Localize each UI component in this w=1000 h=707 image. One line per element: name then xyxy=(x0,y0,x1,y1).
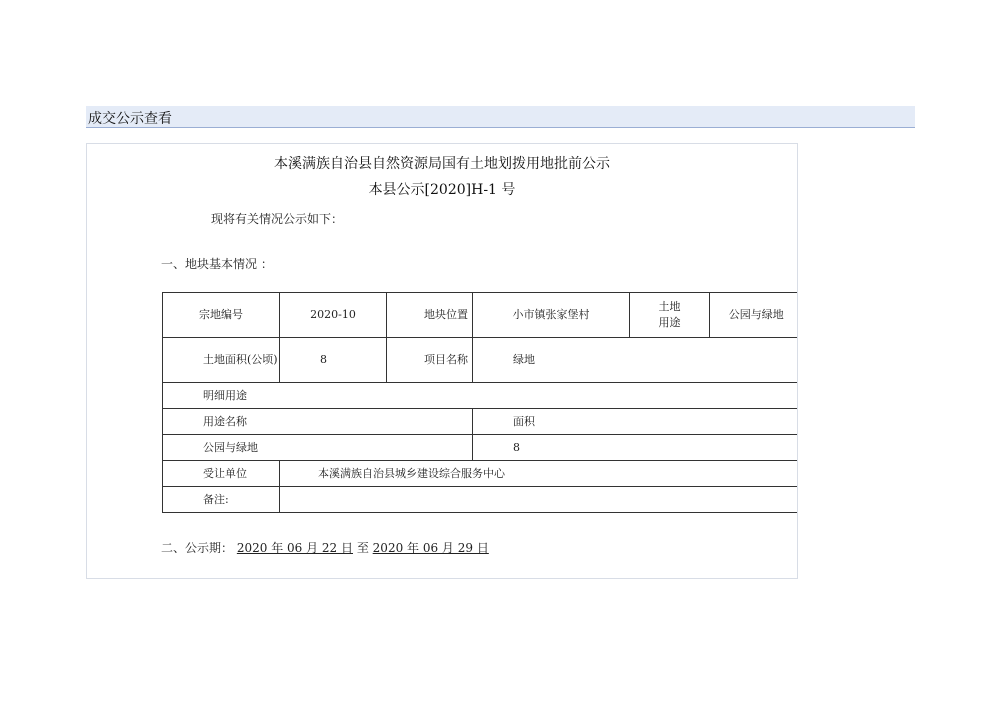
assignee-label: 受让单位 xyxy=(163,461,280,487)
period-to: 至 xyxy=(356,541,369,555)
use-name-value: 公园与绿地 xyxy=(163,435,473,461)
remark-label: 备注: xyxy=(163,487,280,513)
parcel-no-value: 2020-10 xyxy=(280,293,387,338)
use-area-header: 面积 xyxy=(473,409,799,435)
section-2-label: 二、公示期： xyxy=(161,541,234,555)
land-use-value: 公园与绿地 xyxy=(710,293,799,338)
table-row xyxy=(163,338,799,383)
parcel-info-table xyxy=(162,292,798,513)
location-value: 小市镇张家堡村 xyxy=(473,293,630,338)
land-use-label-line-2: 用途 xyxy=(658,316,681,329)
use-area-value: 8 xyxy=(473,435,799,461)
detail-use-label: 明细用途 xyxy=(163,383,799,409)
project-label: 项目名称 xyxy=(387,338,473,383)
land-use-label-line-1: 土地 xyxy=(658,300,681,313)
header-bar xyxy=(86,106,915,128)
table-row xyxy=(163,487,799,513)
table-row xyxy=(163,461,799,487)
notice-number: 本县公示[2020]H-1 号 xyxy=(368,182,516,198)
assignee-value: 本溪满族自治县城乡建设综合服务中心 xyxy=(280,461,799,487)
table-row xyxy=(163,409,799,435)
period-start-date: 2020 年 06 月 22 日 xyxy=(236,541,353,555)
notice-panel xyxy=(86,143,798,579)
section-1-heading: 一、地块基本情况 ： xyxy=(161,257,273,271)
notice-title: 本溪满族自治县自然资源局国有土地划拨用地批前公示 xyxy=(274,156,610,172)
section-2-period xyxy=(161,539,489,556)
use-name-header: 用途名称 xyxy=(163,409,473,435)
area-value: 8 xyxy=(280,338,387,383)
area-label: 土地面积(公顷) xyxy=(163,338,280,383)
table-row xyxy=(163,383,799,409)
table-row xyxy=(163,435,799,461)
remark-value xyxy=(280,487,799,513)
parcel-no-label: 宗地编号 xyxy=(163,293,280,338)
land-use-label xyxy=(630,293,710,338)
page-title: 成交公示查看 xyxy=(88,111,172,127)
table-row xyxy=(163,293,799,338)
period-end-date: 2020 年 06 月 29 日 xyxy=(372,541,489,555)
project-value: 绿地 xyxy=(473,338,799,383)
location-label: 地块位置 xyxy=(387,293,473,338)
notice-intro: 现将有关情况公示如下： xyxy=(211,212,344,226)
